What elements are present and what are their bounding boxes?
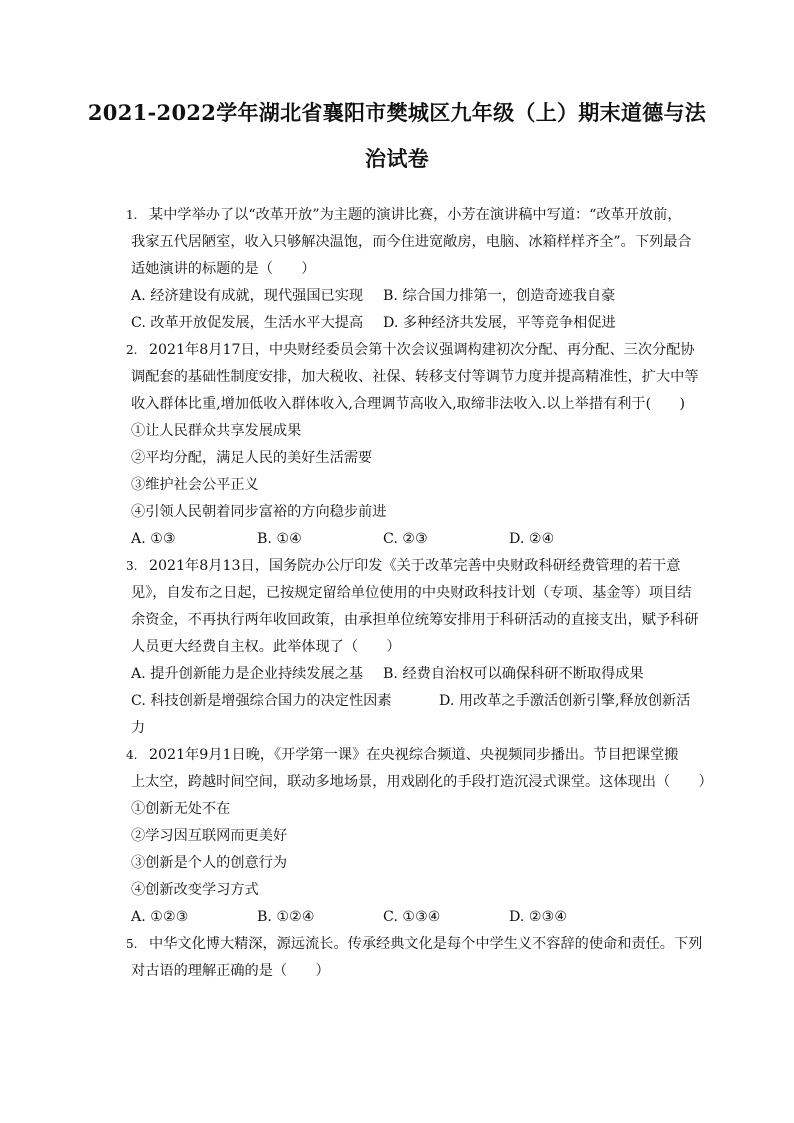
option-b[interactable]: B. 综合国力排第一，创造奇迹我自豪 [383, 288, 616, 304]
question-5-line-1 [126, 931, 703, 958]
option-a[interactable]: A. 提升创新能力是企业持续发展之基 [131, 666, 364, 682]
option-b[interactable]: B. ①④ [257, 531, 302, 547]
question-number: 4. [126, 748, 138, 762]
question-2-item-3: ③维护社会公平正义 [131, 477, 259, 493]
option-d[interactable]: D. ②③④ [509, 909, 568, 925]
question-4-options [131, 904, 696, 931]
question-3-line-1 [126, 553, 696, 580]
option-c[interactable]: C. 科技创新是增强综合国力的决定性因素 [131, 693, 392, 709]
question-1-line-1 [126, 202, 696, 229]
question-4-line-2: 上太空，跨越时间空间，联动多地场景，用戏剧化的手段打造沉浸式课堂。这体现出（ ） [131, 774, 713, 790]
option-d-continuation: 力 [131, 720, 146, 736]
question-1-line-3: 适她演讲的标题的是（ ） [131, 261, 316, 277]
question-3-line-2: 见》，自发布之日起，已按规定留给单位使用的中央财政科技计划（专项、基金等）项目结 [131, 585, 692, 601]
exam-title-line-2: 治试卷 [365, 146, 429, 171]
option-a[interactable]: A. 经济建设有成就，现代强国已实现 [131, 288, 364, 304]
question-2-item-4: ④引领人民朝着同步富裕的方向稳步前进 [131, 504, 387, 520]
option-c[interactable]: C. 改革开放促发展，生活水平大提高 [131, 315, 364, 331]
question-4-line-1 [126, 742, 696, 769]
question-1-options-ab [131, 283, 696, 310]
question-text: 2021年8月17日，中央财经委员会第十次会议强调构建初次分配、再分配、三次分配协 [149, 342, 695, 358]
question-number: 5. [126, 937, 138, 951]
question-4-item-3: ③创新是个人的创意行为 [131, 855, 288, 871]
question-number: 3. [126, 559, 138, 573]
question-2-item-1: ①让人民群众共享发展成果 [131, 423, 302, 439]
question-4-item-2: ②学习因互联网而更美好 [131, 828, 288, 844]
question-2-line-3: 收入群体比重,增加低收入群体收入,合理调节高收入,取缔非法收入.以上举措有利于( ) [131, 396, 686, 412]
option-d[interactable]: D. 多种经济共发展，平等竞争相促进 [383, 315, 616, 331]
question-3-options-cd [131, 688, 696, 715]
question-5-line-2: 对古语的理解正确的是（ ） [131, 963, 330, 979]
question-text: 2021年9月1日晚，《开学第一课》在央视综合频道、央视频同步播出。节目把课堂搬 [149, 747, 679, 763]
exam-body [126, 202, 713, 985]
question-4-item-1: ①创新无处不在 [131, 801, 231, 817]
exam-title-line-1: 2021-2022学年湖北省襄阳市樊城区九年级（上）期末道德与法 [87, 100, 707, 125]
question-2-item-2: ②平均分配，满足人民的美好生活需要 [131, 450, 373, 466]
question-text: 2021年8月13日，国务院办公厅印发《关于改革完善中央财政科研经费管理的若干意 [149, 558, 681, 574]
option-b[interactable]: B. 经费自治权可以确保科研不断取得成果 [383, 666, 644, 682]
option-d[interactable]: D. ②④ [509, 531, 555, 547]
question-3-options-ab [131, 661, 696, 688]
question-4-item-4: ④创新改变学习方式 [131, 882, 259, 898]
question-number: 1. [126, 208, 138, 222]
option-c[interactable]: C. ②③ [383, 531, 428, 547]
question-2-line-1 [126, 337, 696, 364]
question-text: 某中学举办了以“改革开放”为主题的演讲比赛，小芳在演讲稿中写道：“改革开放前， [149, 207, 682, 223]
option-a[interactable]: A. ①②③ [131, 909, 189, 925]
question-3-line-4: 人员更大经费自主权。此举体现了（ ） [131, 639, 401, 655]
option-c[interactable]: C. ①③④ [383, 909, 441, 925]
question-3-line-3: 余资金，不再执行两年收回政策，由承担单位统筹安排用于科研活动的直接支出，赋予科研 [131, 612, 699, 628]
option-a[interactable]: A. ①③ [131, 531, 176, 547]
question-2-line-2: 调配套的基础性制度安排，加大税收、社保、转移支付等调节力度并提高精准性，扩大中等 [131, 369, 699, 385]
question-1-options-cd [131, 310, 696, 337]
question-number: 2. [126, 343, 138, 357]
option-b[interactable]: B. ①②④ [257, 909, 315, 925]
option-d[interactable]: D. 用改革之手激活创新引擎,释放创新活 [439, 693, 691, 709]
question-text: 中华文化博大精深，源远流长。传承经典文化是每个中学生义不容辞的使命和责任。下列 [149, 936, 703, 952]
question-1-line-2: 我家五代居陋室，收入只够解决温饱，而今住进宽敞房，电脑、冰箱样样齐全”。下列最合 [131, 234, 692, 250]
question-2-options [131, 526, 696, 553]
